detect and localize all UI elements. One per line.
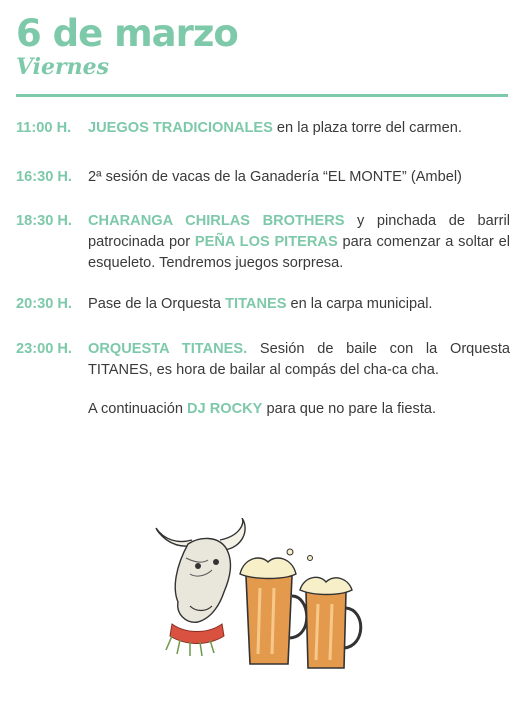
header [16,14,238,80]
bull-and-beer-drawing [150,518,380,678]
schedule-time: 18:30 H. [16,213,72,229]
event-weekday: Viernes [16,54,110,80]
schedule-item [16,294,510,315]
schedule-description [88,118,510,139]
highlight-text: PEÑA LOS PITERAS [194,234,338,250]
schedule-item [16,118,510,139]
description-text: en la carpa municipal. [286,296,433,312]
description-text: y pinchada de barril patrocinada por [88,213,510,250]
divider [16,94,508,97]
schedule-list [16,118,510,420]
bull-and-beer-illustration [150,518,380,683]
schedule-item [16,167,510,188]
highlight-text: ORQUESTA TITANES. [88,341,248,357]
schedule-description [88,211,510,274]
description-text: en la plaza torre del carmen. [272,120,462,136]
highlight-text: TITANES [225,296,287,312]
description-text: Sesión de baile con la Orquesta TITANES, es hora de bailar al compás del cha-ca cha. [88,341,510,378]
description-text: A continuación [88,401,187,417]
schedule-description [88,399,510,420]
schedule-closing-note [16,399,510,420]
description-text: para que no pare la fiesta. [262,401,437,417]
schedule-time-spacer [16,399,88,420]
description-text: 2ª sesión de vacas de la Ganadería “EL MONTE” (Ambel) [88,169,462,185]
description-text: Pase de la Orquesta [88,296,226,312]
schedule-time: 23:00 H. [16,341,72,357]
highlight-text: DJ ROCKY [187,401,263,417]
schedule-time: 16:30 H. [16,169,72,185]
description-text: para comenzar a soltar el esqueleto. Tendremos juegos sorpresa. [88,234,510,271]
schedule-item [16,211,510,274]
schedule-description [88,339,510,381]
schedule-description [88,167,510,188]
schedule-time: 20:30 H. [16,296,72,312]
highlight-text: CHARANGA CHIRLAS BROTHERS [88,213,345,229]
schedule-item [16,339,510,381]
highlight-text: JUEGOS TRADICIONALES [88,120,273,136]
schedule-time: 11:00 H. [16,120,72,136]
schedule-description [88,294,510,315]
event-date-title: 6 de marzo [16,12,238,55]
